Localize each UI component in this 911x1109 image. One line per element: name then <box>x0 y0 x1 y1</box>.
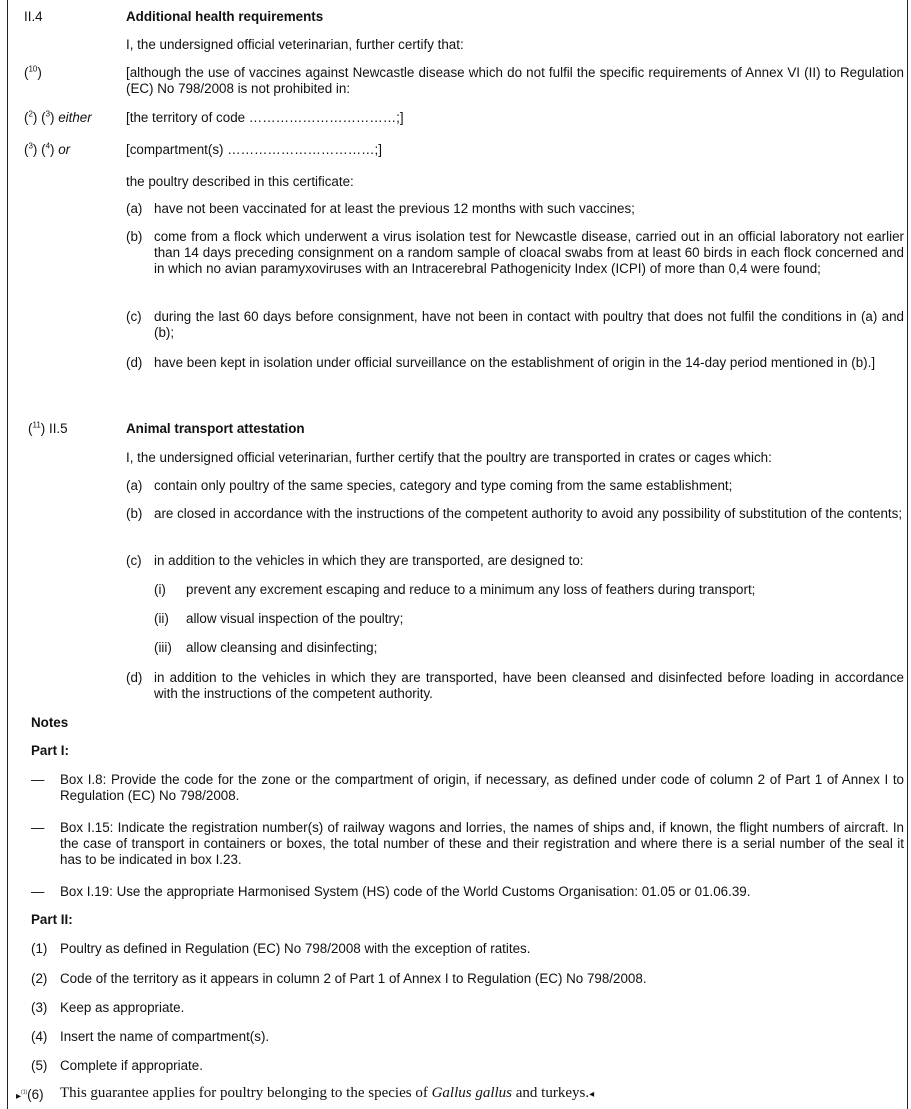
note-text: Insert the name of compartment(s). <box>60 1029 270 1044</box>
item-text: have been kept in isolation under official surveillance on the establishment of origin in the 14-day period mentioned in (b).] <box>154 355 876 370</box>
certificate-page: II.4 Additional health requirements I, the undersigned official veterinarian, further certify that: ($^{10}$) [although the use of vaccines against Newcastle disease which do not fulfil the specific requirements of Annex VI (II) to Regulation (EC) No 798/2008 is not prohibited in: ($^2$) ($^3$) either [the territory of code ……………………………;] ($^3$) ($^4$) or [compartment(s) ……………………………;] the poultry described in this certificate: (a) have not been vaccinated for at least the previous 12 months with such vaccines; (b) come from a flock which underwent a virus isolation test for Newcastle disease, carried out in an official laboratory not earlier than 14 days preceding consignment on a random sample of cloacal swabs from at least 60 birds in each flock concerned and in which no avian paramyxoviruses with an Intracerebral Pathogenicity Index (ICPI) of more than 0,4 were found; (c) during the last 60 days before consignment, have not been in contact with poultry that does not fulfil the conditions in (a) and (b); (d) have been kept in isolation under official surveillance on the establishment of origin in the 14-day period mentioned in (b).] ($^{11}$) II.5 Animal transport attestation I, the undersigned official veterinarian, further certify that the poultry are transported in crates or cages which: (a) contain only poultry of the same species, category and type coming from the same establishment; (b) are closed in accordance with the instructions of the competent authority to avoid any possibility of substitution of the contents; (c) in addition to the vehicles in which they are transported, are designed to: (i) prevent any excrement escaping and reduce to a minimum any loss of feathers during transport; (ii) allow visual inspection of the poultry; (iii) allow cleansing and disinfecting; (d) in addition to the vehicles in which they are transported, have been cleansed and disinfected before loading in accordance with the instructions of the competent authority. Notes Part I: — Box I.8: Provide the code for the zone or the compartment of origin, if necessary, as defined under code of column 2 of Part 1 of Annex I to Regulation (EC) No 798/2008. — Box I.15: Indicate the registration number(s) of railway wagons and lorries, the names of ships and, if known, the flight numbers of aircraft. In the case of transport in containers or boxes, the total number of these and their registration and where there is a serial number of the seal it has to be indicated in box I.23. — Box I.19: Use the appropriate Harmonised System (HS) code of the World Customs Organisation: 01.05 or 01.06.39. Part II: (1) Poultry as defined in Regulation (EC) No 798/2008 with the exception of ratites. (2) Code of the territory as it appears in column 2 of Part 1 of Annex I to Regulation (EC) No 798/2008. (3) Keep as appropriate. (4) Insert the name of compartment(s). (5) Complete if appropriate. ▸$^{(1)}$(6) This guarantee applies for poultry belonging to the species of Gallus gallus and turkeys.◂ <box>0 0 911 1109</box>
section-title: Additional health requirements <box>126 9 324 24</box>
amendment-ref: (1) <box>21 1089 28 1096</box>
item-label: (a) <box>126 201 143 216</box>
item-label: (d) <box>126 355 143 370</box>
note-text: Box I.15: Indicate the registration number(s) of railway wagons and lorries, the names of ships and, if known, the flight numbers of aircraft. In the case of transport in containers or boxes, the total number of these and their registration and where there is a serial number of the seal it has to be indicated in box I.23. <box>60 820 904 867</box>
note-number: (4) <box>31 1029 48 1044</box>
item-text: during the last 60 days before consignment, have not been in contact with poultry that does not fulfil the conditions in (a) and (b); <box>154 309 904 340</box>
section-title: Animal transport attestation <box>126 421 305 436</box>
note-text: Complete if appropriate. <box>60 1058 203 1073</box>
subitem-label: (i) <box>154 582 166 597</box>
item-text: are closed in accordance with the instructions of the competent authority to avoid any possibility of substitution of the contents; <box>154 506 903 521</box>
note-text: Keep as appropriate. <box>60 1000 185 1015</box>
footnote-ref: ($^{10}$) <box>24 64 42 80</box>
dash: — <box>31 820 45 835</box>
dash: — <box>31 884 45 899</box>
item-text: contain only poultry of the same species, category and type coming from the same establishment; <box>154 478 733 493</box>
item-text: have not been vaccinated for at least the previous 12 months with such vaccines; <box>154 201 635 216</box>
subitem-text: prevent any excrement escaping and reduce to a minimum any loss of feathers during transport; <box>186 582 756 597</box>
note-number: (5) <box>31 1058 48 1073</box>
item-label: (d) <box>126 670 143 685</box>
note-text: Code of the territory as it appears in column 2 of Part 1 of Annex I to Regulation (EC) No 798/2008. <box>60 971 647 986</box>
item-label: (a) <box>126 478 143 493</box>
item-label: (c) <box>126 309 142 324</box>
item-label: (b) <box>126 229 143 244</box>
amendment-end-marker: ◂ <box>589 1089 595 1100</box>
subitem-label: (iii) <box>154 640 172 655</box>
item-text: come from a flock which underwent a virus isolation test for Newcastle disease, carried out in an official laboratory not earlier than 14 days preceding consignment on a random sample of cloacal swabs from at least 60 birds in each flock concerned and in which no avian paramyxoviruses with an Intracerebral Pathogenicity Index (ICPI) of more than 0,4 were found; <box>154 229 904 276</box>
dash: — <box>31 772 45 787</box>
or-text: [compartment(s) ……………………………;] <box>126 142 382 157</box>
footnote-refs: ($^2$) ($^3$) either <box>24 109 92 125</box>
amendment-start-marker: ▸ <box>16 1091 22 1102</box>
item-label: (c) <box>126 553 142 568</box>
item-text: in addition to the vehicles in which they are transported, are designed to: <box>154 553 584 568</box>
intro-text: I, the undersigned official veterinarian, further certify that the poultry are transported in crates or cages which: <box>126 450 772 465</box>
intro-text: I, the undersigned official veterinarian, further certify that: <box>126 37 464 52</box>
item-label: (b) <box>126 506 143 521</box>
subitem-text: allow visual inspection of the poultry; <box>186 611 404 626</box>
note-text: Box I.19: Use the appropriate Harmonised System (HS) code of the World Customs Organisation: 01.05 or 01.06.39. <box>60 884 751 899</box>
subitem-text: allow cleansing and disinfecting; <box>186 640 378 655</box>
section-ref: II.4 <box>24 9 43 24</box>
note-number: (1) <box>31 941 48 956</box>
note-number: (6) <box>27 1087 44 1102</box>
poultry-intro-text: the poultry described in this certificate: <box>126 174 354 189</box>
item-text: in addition to the vehicles in which they are transported, have been cleansed and disinfected before loading in accordance with the instructions of the competent authority. <box>154 670 904 701</box>
subitem-label: (ii) <box>154 611 169 626</box>
note-number: (3) <box>31 1000 48 1015</box>
note-number: (2) <box>31 971 48 986</box>
note-text: This guarantee applies for poultry belonging to the species of Gallus gallus and turkeys.◂ <box>60 1085 595 1101</box>
footnote-refs: ($^3$) ($^4$) or <box>24 141 71 157</box>
note-text: Poultry as defined in Regulation (EC) No 798/2008 with the exception of ratites. <box>60 941 531 956</box>
section-ref: ($^{11}$) II.5 <box>28 420 68 436</box>
note-text: Box I.8: Provide the code for the zone or the compartment of origin, if necessary, as defined under code of column 2 of Part 1 of Annex I to Regulation (EC) No 798/2008. <box>60 772 904 803</box>
either-text: [the territory of code ……………………………;] <box>126 110 404 125</box>
paragraph-text: [although the use of vaccines against Newcastle disease which do not fulfil the specific requirements of Annex VI (II) to Regulation (EC) No 798/2008 is not prohibited in: <box>126 65 904 96</box>
